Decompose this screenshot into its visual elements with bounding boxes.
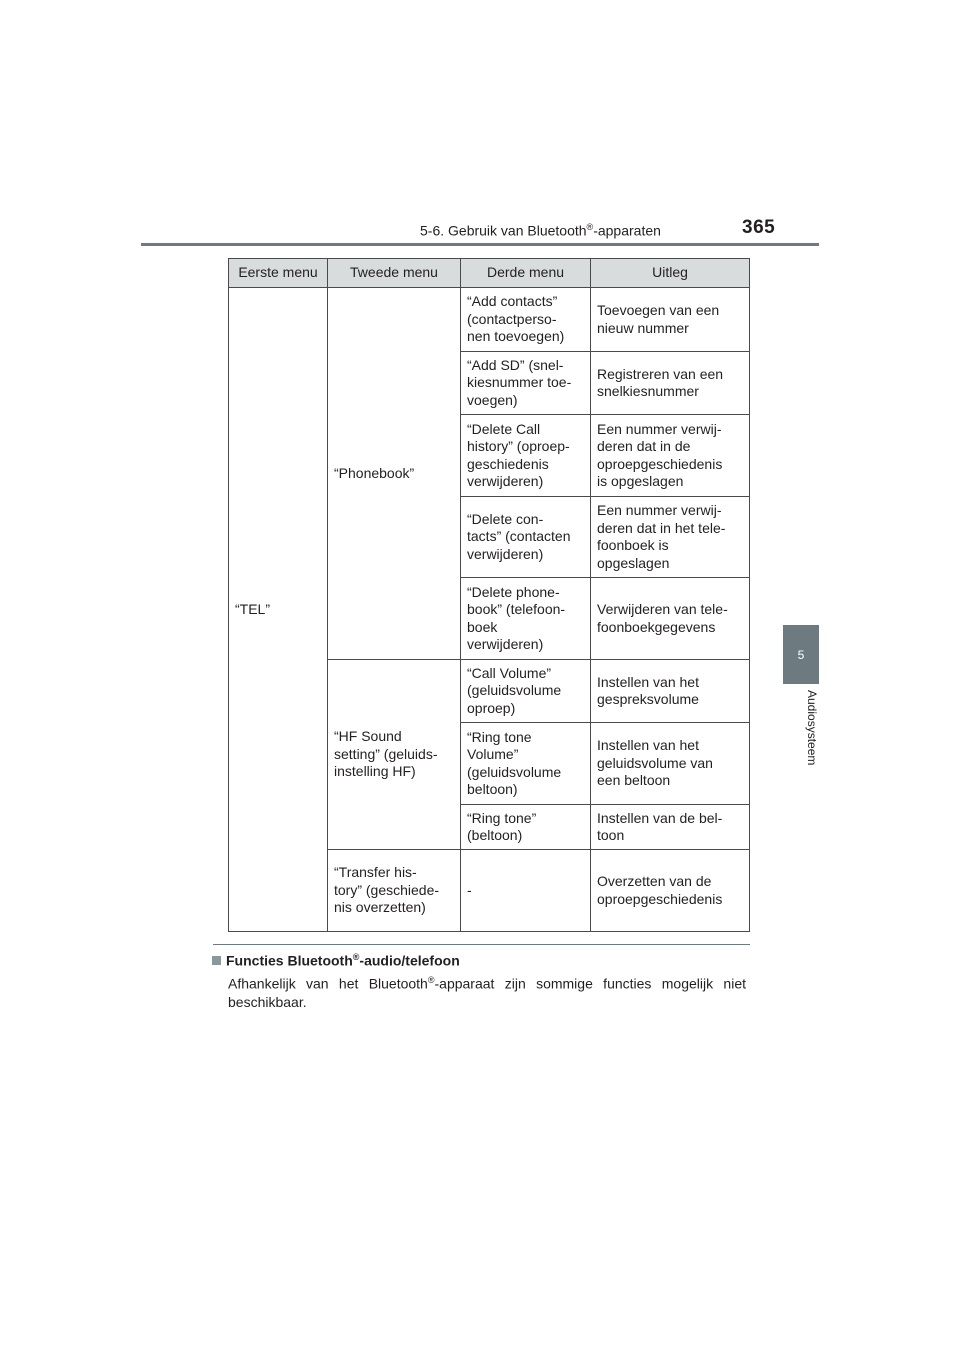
explanation-cell: Instellen van het geluidsvolume van een beltoon [591,723,750,805]
explanation-cell: Instellen van de bel- toon [591,805,750,850]
explanation-cell: Overzetten van de oproepgeschiedenis [591,850,750,932]
third-menu-cell: “Delete phone- book” (telefoon- boek verwijderen) [461,578,591,660]
page-number: 365 [742,217,776,238]
section-body [228,971,746,1011]
header-title-text: 5-6. Gebruik van Bluetooth [420,222,587,239]
third-menu-cell: “Delete Call history” (oproep- geschiedenis verwijderen) [461,415,591,497]
section-body-text: Afhankelijk van het Bluetooth [228,975,428,992]
second-menu-cell: “Transfer his- tory” (geschiede- nis overzetten) [328,850,461,932]
header-rule [141,243,819,246]
registered-mark: ® [427,975,435,985]
section-divider [213,944,750,945]
column-header: Derde menu [461,259,591,288]
table-header-row [229,259,750,288]
registered-mark: ® [586,222,594,232]
column-header: Uitleg [591,259,750,288]
explanation-cell: Een nummer verwij- deren dat in de oproepgeschiedenis is opgeslagen [591,415,750,497]
column-header: Eerste menu [229,259,328,288]
third-menu-cell: - [461,850,591,932]
third-menu-cell: “Ring tone” (beltoon) [461,805,591,850]
third-menu-cell: “Add SD” (snel- kiesnummer toe- voegen) [461,352,591,415]
chapter-label: Audiosysteem [805,690,819,766]
explanation-cell: Registreren van een snelkiesnummer [591,352,750,415]
explanation-cell: Instellen van het gespreksvolume [591,660,750,723]
menu-table [228,258,750,932]
third-menu-cell: “Ring tone Volume” (geluidsvolume beltoon) [461,723,591,805]
header-title-suffix: -apparaten [593,222,661,239]
registered-mark: ® [352,952,360,962]
column-header: Tweede menu [328,259,461,288]
section-heading-suffix: -audio/telefoon [359,952,460,969]
third-menu-cell: “Call Volume” (geluidsvolume oproep) [461,660,591,723]
third-menu-cell: “Delete con- tacts” (contacten verwijderen) [461,497,591,578]
header-title [420,222,738,239]
section-heading [212,952,460,969]
bullet-square-icon [212,956,221,965]
first-menu-cell: “TEL” [229,288,328,932]
second-menu-cell: “HF Sound setting” (geluids- instelling HF) [328,660,461,850]
section-body-suffix: -apparaat zijn sommige functies mogelijk niet beschikbaar. [228,975,746,1010]
section-heading-text: Functies Bluetooth [226,952,353,969]
chapter-tab: 5 [783,625,819,684]
explanation-cell: Verwijderen van tele- foonboekgegevens [591,578,750,660]
explanation-cell: Een nummer verwij- deren dat in het tele- foonboek is opgeslagen [591,497,750,578]
explanation-cell: Toevoegen van een nieuw nummer [591,288,750,352]
table-row [229,288,750,352]
second-menu-cell: “Phonebook” [328,288,461,660]
third-menu-cell: “Add contacts” (contactperso- nen toevoegen) [461,288,591,352]
